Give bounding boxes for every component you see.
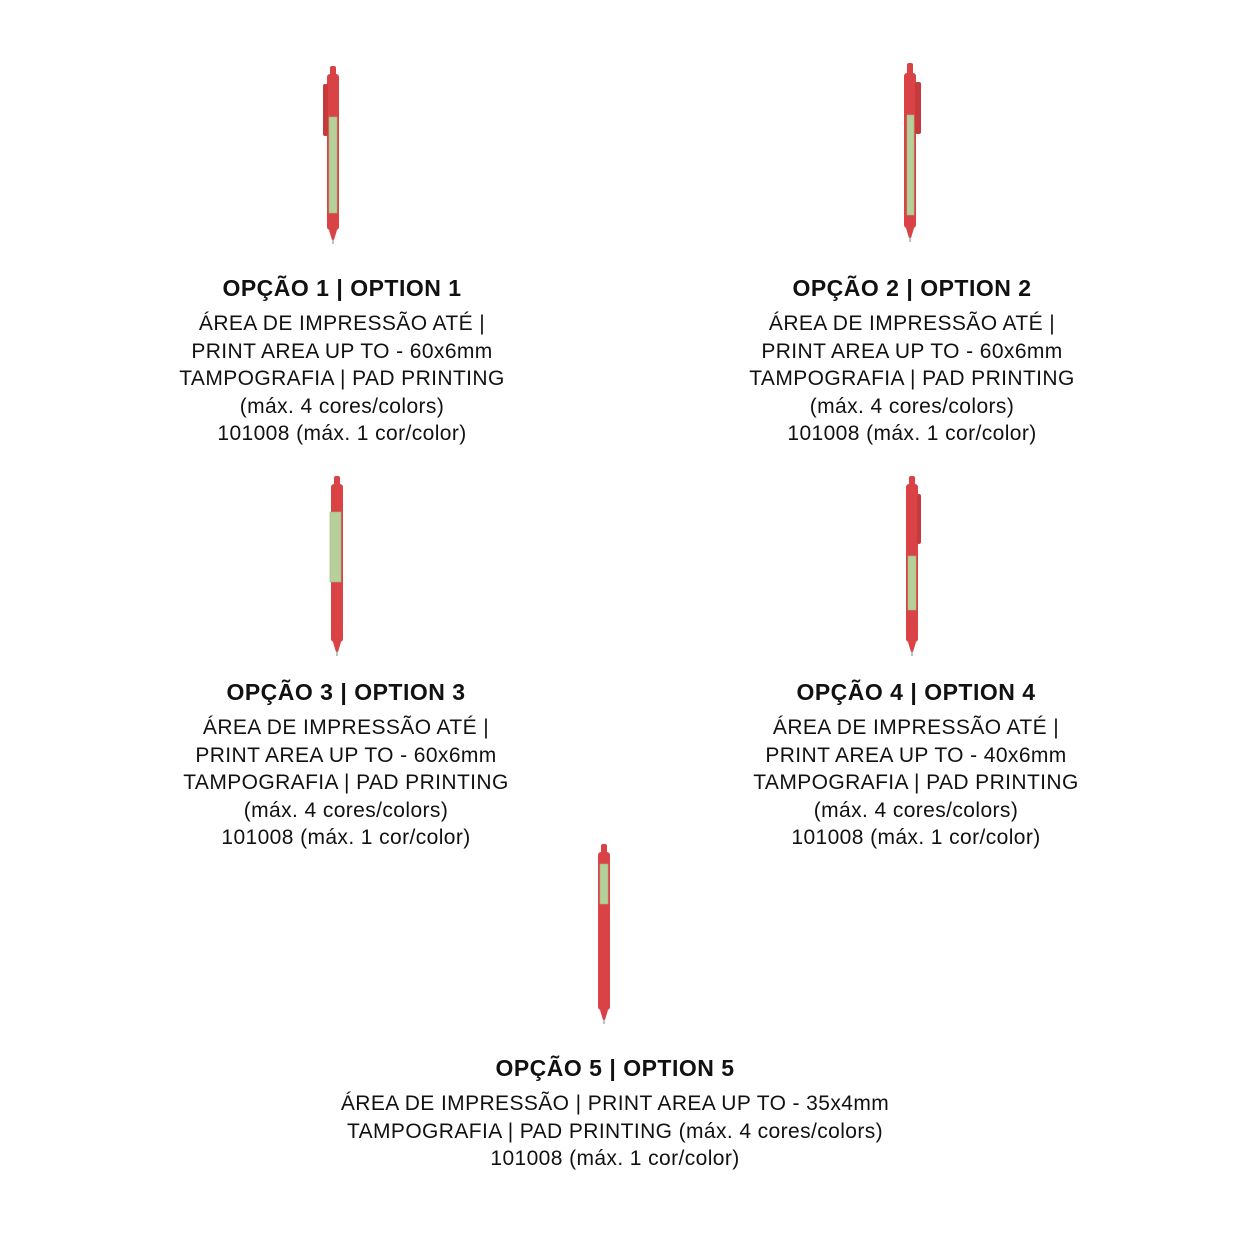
pen-image-option-1 xyxy=(318,62,348,246)
option-line: 101008 (máx. 1 cor/color) xyxy=(217,422,467,445)
option-4-block xyxy=(666,678,1166,852)
option-2-block xyxy=(662,274,1162,448)
option-line: 101008 (máx. 1 cor/color) xyxy=(490,1147,740,1170)
option-title: OPÇÃO 1 | OPTION 1 xyxy=(222,275,462,301)
option-line: TAMPOGRAFIA | PAD PRINTING xyxy=(753,771,1079,794)
option-line: (máx. 4 cores/colors) xyxy=(243,798,449,822)
pen-image-option-2 xyxy=(897,60,927,244)
option-line: 101008 (máx. 1 cor/color) xyxy=(221,826,471,849)
option-3-block xyxy=(96,678,596,852)
option-line: PRINT AREA UP TO - 40x6mm xyxy=(765,743,1067,767)
option-line: (máx. 4 cores/colors) xyxy=(239,394,445,418)
option-line: ÁREA DE IMPRESSÃO ATÉ | xyxy=(202,716,490,739)
pen-image-option-5 xyxy=(589,840,619,1024)
option-title: OPÇÃO 4 | OPTION 4 xyxy=(796,679,1036,705)
option-line: TAMPOGRAFIA | PAD PRINTING xyxy=(749,367,1075,390)
pen-image-option-4 xyxy=(897,472,927,656)
option-title: OPÇÃO 3 | OPTION 3 xyxy=(226,679,466,705)
option-line: ÁREA DE IMPRESSÃO ATÉ | xyxy=(198,312,486,335)
option-line: PRINT AREA UP TO - 60x6mm xyxy=(191,339,493,363)
option-line: PRINT AREA UP TO - 60x6mm xyxy=(761,339,1063,363)
option-5-block xyxy=(265,1054,965,1173)
option-line: 101008 (máx. 1 cor/color) xyxy=(787,422,1037,445)
pen-image-option-3 xyxy=(322,472,352,656)
option-title: OPÇÃO 5 | OPTION 5 xyxy=(495,1055,735,1081)
option-line: (máx. 4 cores/colors) xyxy=(813,798,1019,822)
option-line: ÁREA DE IMPRESSÃO ATÉ | xyxy=(772,716,1060,739)
option-line: PRINT AREA UP TO - 60x6mm xyxy=(195,743,497,767)
option-title: OPÇÃO 2 | OPTION 2 xyxy=(792,275,1032,301)
option-line: 101008 (máx. 1 cor/color) xyxy=(791,826,1041,849)
option-line: ÁREA DE IMPRESSÃO | PRINT AREA UP TO - 35x4mm xyxy=(340,1092,890,1115)
option-line: ÁREA DE IMPRESSÃO ATÉ | xyxy=(768,312,1056,335)
option-line: TAMPOGRAFIA | PAD PRINTING xyxy=(183,771,509,794)
option-line: TAMPOGRAFIA | PAD PRINTING xyxy=(179,367,505,390)
option-line: TAMPOGRAFIA | PAD PRINTING (máx. 4 cores/colors) xyxy=(346,1119,884,1143)
option-line: (máx. 4 cores/colors) xyxy=(809,394,1015,418)
option-1-block xyxy=(92,274,592,448)
